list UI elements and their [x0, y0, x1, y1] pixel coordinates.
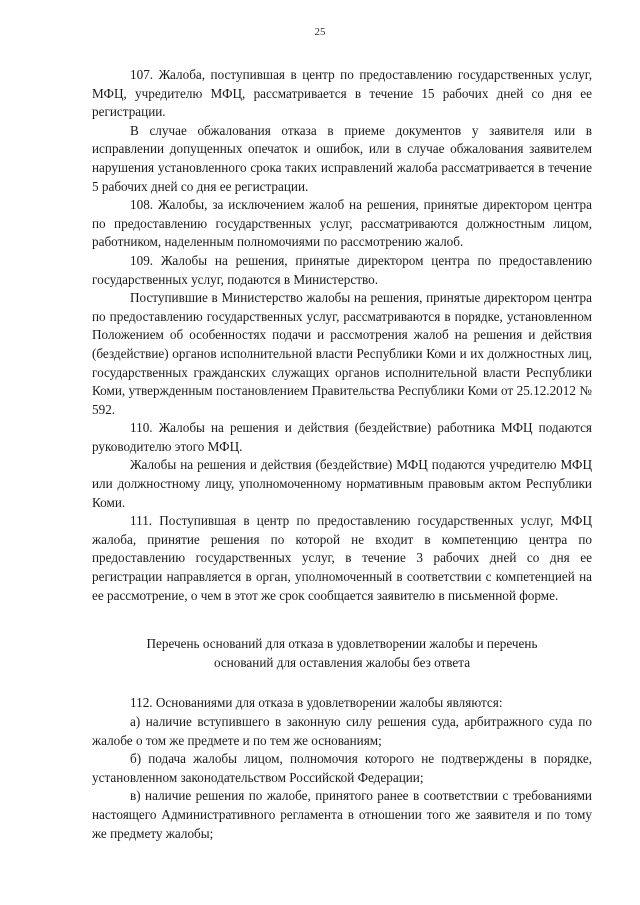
- paragraph-109: 109. Жалобы на решения, принятые директором центра по предоставлению государственных услуг, подаются в Министерство.: [92, 252, 592, 287]
- paragraph-111: 111. Поступившая в центр по предоставлению государственных услуг, МФЦ жалоба, принятие решения по которой не входит в компетенцию центра по предоставлению государственных услуг, в течение 3 рабочих дней со дня ее регистрации направляется в орган, уполномоченный в соответствии с компетенцией на ее рассмотрение, о чем в этот же срок сообщается заявителю в письменной форме.: [92, 513, 592, 603]
- document-body: [92, 66, 592, 843]
- page-number: 25: [314, 26, 326, 38]
- section-heading: [92, 635, 592, 672]
- section-heading-line-2: оснований для оставления жалобы без ответа: [213, 654, 471, 670]
- paragraph-112-item-b: б) подача жалобы лицом, полномочия которого не подтверждены в порядке, установленном законодательством Российской Федерации;: [92, 751, 592, 785]
- paragraph-107: 107. Жалоба, поступившая в центр по предоставлению государственных услуг, МФЦ, учредителю МФЦ, рассматривается в течение 15 рабочих дней со дня ее регистрации.: [92, 67, 592, 120]
- paragraph-112: 112. Основаниями для отказа в удовлетворении жалобы являются:: [130, 695, 503, 711]
- section-heading-line-1: Перечень оснований для отказа в удовлетворении жалобы и перечень: [146, 636, 538, 652]
- paragraph-110: 110. Жалобы на решения и действия (бездействие) работника МФЦ подаются руководителю этого МФЦ.: [92, 420, 592, 454]
- paragraph-112-item-c: в) наличие решения по жалобе, принятого ранее в соответствии с требованиями настоящего Административного регламента в отношении того же заявителя и по тому же предмету жалобы;: [92, 788, 592, 841]
- paragraph-110-mfc-founder: Жалобы на решения и действия (бездействие) МФЦ подаются учредителю МФЦ или должностному лицу, уполномоченному нормативным правовым актом Республики Коми.: [92, 457, 592, 510]
- paragraph-112-item-a: а) наличие вступившего в законную силу решения суда, арбитражного суда по жалобе о том же предмете и по тем же основаниям;: [92, 714, 592, 748]
- paragraph-107-appeal-refusal: В случае обжалования отказа в приеме документов у заявителя или в исправлении допущенных опечаток и ошибок, или в случае обжалования заявителем нарушения установленного срока таких исправлений жалоба рассматривается в течение 5 рабочих дней со дня ее регистрации.: [92, 122, 592, 194]
- paragraph-108: 108. Жалобы, за исключением жалоб на решения, принятые директором центра по предоставлению государственных услуг, рассматриваются должностным лицом, работником, наделенным полномочиями по рассмотрению жалоб.: [92, 197, 592, 250]
- paragraph-109-ministry-review: Поступившие в Министерство жалобы на решения, принятые директором центра по предоставлению государственных услуг, рассматриваются в порядке, установленном Положением об особенностях подачи и рассмотрения жалоб на решения и действия (бездействие) органов исполнительной власти Республики Коми и их должностных лиц, государственных гражданских служащих органов исполнительной власти Республики Коми, утвержденным постановлением Правительства Республики Коми от 25.12.2012 № 592.: [92, 290, 592, 417]
